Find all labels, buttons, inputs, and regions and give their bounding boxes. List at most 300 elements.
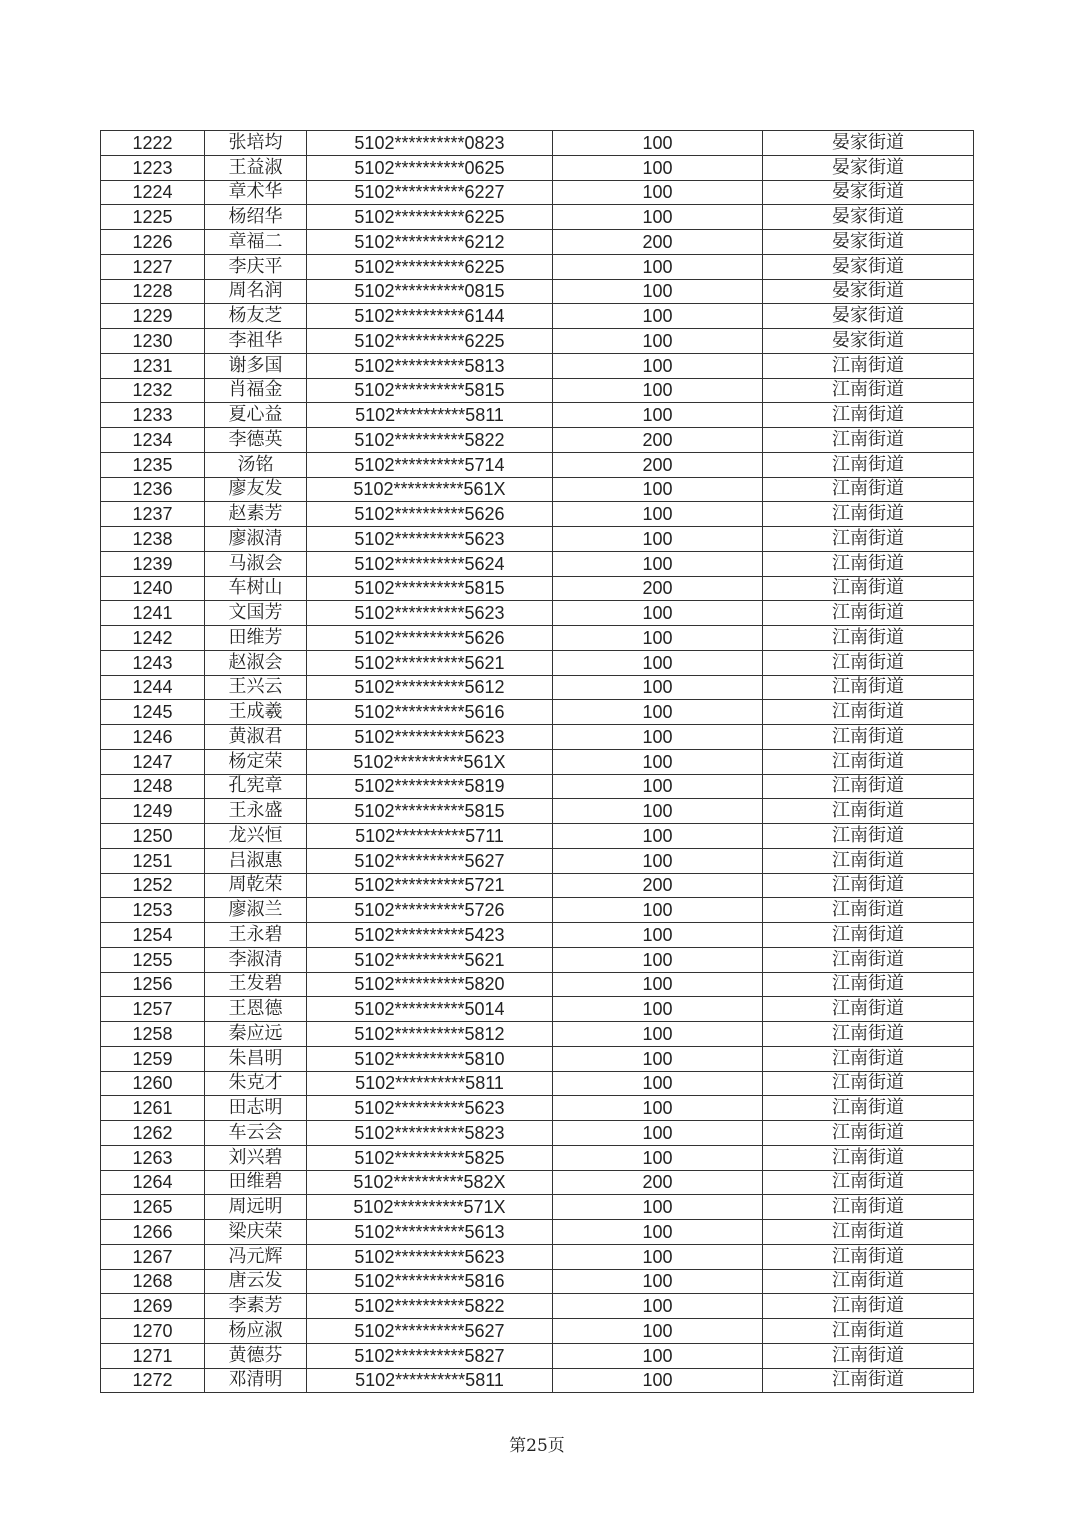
table-row xyxy=(101,527,974,552)
id-number-cell: 5102**********5613 xyxy=(307,1220,553,1245)
seq-cell: 1263 xyxy=(101,1145,205,1170)
amount-cell: 100 xyxy=(553,378,763,403)
street-cell: 江南街道 xyxy=(763,626,974,651)
street-cell: 晏家街道 xyxy=(763,205,974,230)
id-number-cell: 5102**********5621 xyxy=(307,947,553,972)
table-row xyxy=(101,873,974,898)
seq-cell: 1247 xyxy=(101,749,205,774)
amount-cell: 100 xyxy=(553,527,763,552)
name-cell: 邓清明 xyxy=(205,1368,307,1393)
id-number-cell: 5102**********5623 xyxy=(307,601,553,626)
table-row xyxy=(101,1195,974,1220)
id-number-cell: 5102**********5823 xyxy=(307,1121,553,1146)
amount-cell: 100 xyxy=(553,650,763,675)
street-cell: 江南街道 xyxy=(763,1096,974,1121)
name-cell: 章福二 xyxy=(205,230,307,255)
table-row xyxy=(101,403,974,428)
amount-cell: 100 xyxy=(553,551,763,576)
table-row xyxy=(101,848,974,873)
name-cell: 李祖华 xyxy=(205,329,307,354)
id-number-cell: 5102**********6144 xyxy=(307,304,553,329)
seq-cell: 1240 xyxy=(101,576,205,601)
name-cell: 廖淑清 xyxy=(205,527,307,552)
id-number-cell: 5102**********5014 xyxy=(307,997,553,1022)
table-row xyxy=(101,1071,974,1096)
id-number-cell: 5102**********5811 xyxy=(307,1368,553,1393)
street-cell: 江南街道 xyxy=(763,1046,974,1071)
id-number-cell: 5102**********5810 xyxy=(307,1046,553,1071)
id-number-cell: 5102**********0823 xyxy=(307,131,553,156)
id-number-cell: 5102**********571X xyxy=(307,1195,553,1220)
seq-cell: 1224 xyxy=(101,180,205,205)
amount-cell: 200 xyxy=(553,1170,763,1195)
table-row xyxy=(101,1269,974,1294)
name-cell: 周乾荣 xyxy=(205,873,307,898)
name-cell: 廖友发 xyxy=(205,477,307,502)
table-row xyxy=(101,947,974,972)
amount-cell: 100 xyxy=(553,1294,763,1319)
name-cell: 王益淑 xyxy=(205,155,307,180)
amount-cell: 100 xyxy=(553,477,763,502)
name-cell: 汤铭 xyxy=(205,452,307,477)
seq-cell: 1267 xyxy=(101,1244,205,1269)
table-row xyxy=(101,700,974,725)
street-cell: 江南街道 xyxy=(763,452,974,477)
street-cell: 晏家街道 xyxy=(763,230,974,255)
seq-cell: 1229 xyxy=(101,304,205,329)
table-row xyxy=(101,551,974,576)
name-cell: 周名润 xyxy=(205,279,307,304)
seq-cell: 1265 xyxy=(101,1195,205,1220)
street-cell: 江南街道 xyxy=(763,947,974,972)
table-row xyxy=(101,774,974,799)
name-cell: 马淑会 xyxy=(205,551,307,576)
street-cell: 江南街道 xyxy=(763,675,974,700)
street-cell: 晏家街道 xyxy=(763,329,974,354)
street-cell: 晏家街道 xyxy=(763,254,974,279)
table-row xyxy=(101,1170,974,1195)
name-cell: 李淑清 xyxy=(205,947,307,972)
table-row xyxy=(101,477,974,502)
id-number-cell: 5102**********5626 xyxy=(307,502,553,527)
table-row xyxy=(101,898,974,923)
seq-cell: 1270 xyxy=(101,1319,205,1344)
name-cell: 王永碧 xyxy=(205,923,307,948)
street-cell: 江南街道 xyxy=(763,1220,974,1245)
id-number-cell: 5102**********5812 xyxy=(307,1022,553,1047)
seq-cell: 1243 xyxy=(101,650,205,675)
name-cell: 车树山 xyxy=(205,576,307,601)
street-cell: 江南街道 xyxy=(763,1121,974,1146)
id-number-cell: 5102**********5626 xyxy=(307,626,553,651)
street-cell: 江南街道 xyxy=(763,972,974,997)
name-cell: 黄德芬 xyxy=(205,1343,307,1368)
seq-cell: 1258 xyxy=(101,1022,205,1047)
street-cell: 晏家街道 xyxy=(763,180,974,205)
table-row xyxy=(101,1046,974,1071)
table-row xyxy=(101,1368,974,1393)
name-cell: 田维芳 xyxy=(205,626,307,651)
table-row xyxy=(101,972,974,997)
table-row xyxy=(101,131,974,156)
street-cell: 江南街道 xyxy=(763,1071,974,1096)
id-number-cell: 5102**********5623 xyxy=(307,1096,553,1121)
amount-cell: 200 xyxy=(553,576,763,601)
id-number-cell: 5102**********5820 xyxy=(307,972,553,997)
id-number-cell: 5102**********5627 xyxy=(307,1319,553,1344)
street-cell: 江南街道 xyxy=(763,873,974,898)
amount-cell: 100 xyxy=(553,824,763,849)
name-cell: 刘兴碧 xyxy=(205,1145,307,1170)
name-cell: 田维碧 xyxy=(205,1170,307,1195)
id-number-cell: 5102**********0625 xyxy=(307,155,553,180)
amount-cell: 100 xyxy=(553,1195,763,1220)
table-row xyxy=(101,1220,974,1245)
street-cell: 江南街道 xyxy=(763,1022,974,1047)
street-cell: 江南街道 xyxy=(763,898,974,923)
name-cell: 赵素芳 xyxy=(205,502,307,527)
seq-cell: 1245 xyxy=(101,700,205,725)
id-number-cell: 5102**********0815 xyxy=(307,279,553,304)
seq-cell: 1230 xyxy=(101,329,205,354)
name-cell: 李德英 xyxy=(205,428,307,453)
street-cell: 晏家街道 xyxy=(763,304,974,329)
street-cell: 江南街道 xyxy=(763,799,974,824)
amount-cell: 100 xyxy=(553,205,763,230)
street-cell: 江南街道 xyxy=(763,1145,974,1170)
table-row xyxy=(101,205,974,230)
page-number: 第25页 xyxy=(509,1436,565,1456)
id-number-cell: 5102**********5616 xyxy=(307,700,553,725)
table-row xyxy=(101,353,974,378)
id-number-cell: 5102**********6225 xyxy=(307,329,553,354)
seq-cell: 1261 xyxy=(101,1096,205,1121)
street-cell: 江南街道 xyxy=(763,502,974,527)
id-number-cell: 5102**********5822 xyxy=(307,428,553,453)
street-cell: 江南街道 xyxy=(763,824,974,849)
id-number-cell: 5102**********5813 xyxy=(307,353,553,378)
table-row xyxy=(101,799,974,824)
amount-cell: 100 xyxy=(553,1096,763,1121)
table-row xyxy=(101,452,974,477)
seq-cell: 1234 xyxy=(101,428,205,453)
street-cell: 江南街道 xyxy=(763,774,974,799)
table-row xyxy=(101,502,974,527)
street-cell: 江南街道 xyxy=(763,997,974,1022)
name-cell: 杨定荣 xyxy=(205,749,307,774)
seq-cell: 1236 xyxy=(101,477,205,502)
seq-cell: 1249 xyxy=(101,799,205,824)
name-cell: 王永盛 xyxy=(205,799,307,824)
seq-cell: 1227 xyxy=(101,254,205,279)
seq-cell: 1248 xyxy=(101,774,205,799)
table-row xyxy=(101,1096,974,1121)
street-cell: 江南街道 xyxy=(763,378,974,403)
name-cell: 谢多国 xyxy=(205,353,307,378)
table-row xyxy=(101,329,974,354)
name-cell: 秦应远 xyxy=(205,1022,307,1047)
amount-cell: 100 xyxy=(553,700,763,725)
amount-cell: 100 xyxy=(553,749,763,774)
name-cell: 梁庆荣 xyxy=(205,1220,307,1245)
amount-cell: 100 xyxy=(553,675,763,700)
table-row xyxy=(101,1244,974,1269)
street-cell: 晏家街道 xyxy=(763,279,974,304)
id-number-cell: 5102**********5825 xyxy=(307,1145,553,1170)
amount-cell: 100 xyxy=(553,403,763,428)
amount-cell: 100 xyxy=(553,304,763,329)
seq-cell: 1222 xyxy=(101,131,205,156)
street-cell: 江南街道 xyxy=(763,1170,974,1195)
seq-cell: 1225 xyxy=(101,205,205,230)
street-cell: 江南街道 xyxy=(763,923,974,948)
amount-cell: 200 xyxy=(553,230,763,255)
id-number-cell: 5102**********5815 xyxy=(307,799,553,824)
amount-cell: 100 xyxy=(553,1046,763,1071)
amount-cell: 100 xyxy=(553,180,763,205)
seq-cell: 1271 xyxy=(101,1343,205,1368)
amount-cell: 100 xyxy=(553,1145,763,1170)
seq-cell: 1250 xyxy=(101,824,205,849)
name-cell: 杨友芝 xyxy=(205,304,307,329)
name-cell: 文国芳 xyxy=(205,601,307,626)
seq-cell: 1239 xyxy=(101,551,205,576)
amount-cell: 100 xyxy=(553,353,763,378)
amount-cell: 100 xyxy=(553,923,763,948)
table-row xyxy=(101,1145,974,1170)
name-cell: 杨应淑 xyxy=(205,1319,307,1344)
seq-cell: 1233 xyxy=(101,403,205,428)
name-cell: 章术华 xyxy=(205,180,307,205)
amount-cell: 100 xyxy=(553,1343,763,1368)
name-cell: 王兴云 xyxy=(205,675,307,700)
amount-cell: 100 xyxy=(553,1244,763,1269)
street-cell: 江南街道 xyxy=(763,725,974,750)
amount-cell: 100 xyxy=(553,626,763,651)
id-number-cell: 5102**********5627 xyxy=(307,848,553,873)
name-cell: 车云会 xyxy=(205,1121,307,1146)
table-row xyxy=(101,725,974,750)
street-cell: 江南街道 xyxy=(763,1195,974,1220)
amount-cell: 100 xyxy=(553,1121,763,1146)
seq-cell: 1272 xyxy=(101,1368,205,1393)
seq-cell: 1264 xyxy=(101,1170,205,1195)
id-number-cell: 5102**********5811 xyxy=(307,403,553,428)
seq-cell: 1253 xyxy=(101,898,205,923)
name-cell: 张培均 xyxy=(205,131,307,156)
street-cell: 江南街道 xyxy=(763,1343,974,1368)
amount-cell: 100 xyxy=(553,947,763,972)
seq-cell: 1259 xyxy=(101,1046,205,1071)
id-number-cell: 5102**********5811 xyxy=(307,1071,553,1096)
table-row xyxy=(101,675,974,700)
street-cell: 江南街道 xyxy=(763,848,974,873)
table-row xyxy=(101,279,974,304)
street-cell: 江南街道 xyxy=(763,1244,974,1269)
id-number-cell: 5102**********5721 xyxy=(307,873,553,898)
seq-cell: 1226 xyxy=(101,230,205,255)
amount-cell: 100 xyxy=(553,1269,763,1294)
street-cell: 江南街道 xyxy=(763,428,974,453)
seq-cell: 1235 xyxy=(101,452,205,477)
table-row xyxy=(101,1319,974,1344)
street-cell: 江南街道 xyxy=(763,1319,974,1344)
name-cell: 王发碧 xyxy=(205,972,307,997)
name-cell: 田志明 xyxy=(205,1096,307,1121)
table-row xyxy=(101,576,974,601)
amount-cell: 100 xyxy=(553,1220,763,1245)
name-cell: 廖淑兰 xyxy=(205,898,307,923)
amount-cell: 100 xyxy=(553,972,763,997)
street-cell: 江南街道 xyxy=(763,576,974,601)
id-number-cell: 5102**********5714 xyxy=(307,452,553,477)
id-number-cell: 5102**********5815 xyxy=(307,576,553,601)
name-cell: 李素芳 xyxy=(205,1294,307,1319)
seq-cell: 1257 xyxy=(101,997,205,1022)
id-number-cell: 5102**********5819 xyxy=(307,774,553,799)
seq-cell: 1246 xyxy=(101,725,205,750)
id-number-cell: 5102**********561X xyxy=(307,477,553,502)
name-cell: 朱昌明 xyxy=(205,1046,307,1071)
street-cell: 江南街道 xyxy=(763,353,974,378)
street-cell: 江南街道 xyxy=(763,700,974,725)
id-number-cell: 5102**********5423 xyxy=(307,923,553,948)
street-cell: 江南街道 xyxy=(763,1368,974,1393)
name-cell: 龙兴恒 xyxy=(205,824,307,849)
table-row xyxy=(101,997,974,1022)
id-number-cell: 5102**********5815 xyxy=(307,378,553,403)
table-row xyxy=(101,650,974,675)
table-row xyxy=(101,180,974,205)
table-row xyxy=(101,749,974,774)
amount-cell: 100 xyxy=(553,725,763,750)
amount-cell: 100 xyxy=(553,1368,763,1393)
street-cell: 晏家街道 xyxy=(763,131,974,156)
seq-cell: 1254 xyxy=(101,923,205,948)
name-cell: 夏心益 xyxy=(205,403,307,428)
street-cell: 江南街道 xyxy=(763,1294,974,1319)
table-row xyxy=(101,626,974,651)
amount-cell: 100 xyxy=(553,254,763,279)
table-row xyxy=(101,428,974,453)
name-cell: 周远明 xyxy=(205,1195,307,1220)
street-cell: 江南街道 xyxy=(763,403,974,428)
street-cell: 江南街道 xyxy=(763,650,974,675)
amount-cell: 100 xyxy=(553,502,763,527)
seq-cell: 1232 xyxy=(101,378,205,403)
amount-cell: 100 xyxy=(553,997,763,1022)
amount-cell: 200 xyxy=(553,873,763,898)
seq-cell: 1241 xyxy=(101,601,205,626)
id-number-cell: 5102**********5822 xyxy=(307,1294,553,1319)
seq-cell: 1255 xyxy=(101,947,205,972)
name-cell: 唐云发 xyxy=(205,1269,307,1294)
amount-cell: 200 xyxy=(553,428,763,453)
street-cell: 江南街道 xyxy=(763,749,974,774)
seq-cell: 1269 xyxy=(101,1294,205,1319)
roster-table xyxy=(100,130,974,1393)
street-cell: 江南街道 xyxy=(763,527,974,552)
id-number-cell: 5102**********5816 xyxy=(307,1269,553,1294)
table-row xyxy=(101,254,974,279)
name-cell: 李庆平 xyxy=(205,254,307,279)
id-number-cell: 5102**********6225 xyxy=(307,254,553,279)
amount-cell: 100 xyxy=(553,848,763,873)
id-number-cell: 5102**********5621 xyxy=(307,650,553,675)
amount-cell: 200 xyxy=(553,452,763,477)
seq-cell: 1268 xyxy=(101,1269,205,1294)
id-number-cell: 5102**********6227 xyxy=(307,180,553,205)
roster-table-body xyxy=(101,131,974,1393)
id-number-cell: 5102**********5624 xyxy=(307,551,553,576)
id-number-cell: 5102**********5827 xyxy=(307,1343,553,1368)
table-row xyxy=(101,923,974,948)
name-cell: 王恩德 xyxy=(205,997,307,1022)
amount-cell: 100 xyxy=(553,1022,763,1047)
seq-cell: 1251 xyxy=(101,848,205,873)
name-cell: 黄淑君 xyxy=(205,725,307,750)
seq-cell: 1237 xyxy=(101,502,205,527)
id-number-cell: 5102**********5623 xyxy=(307,527,553,552)
name-cell: 肖福金 xyxy=(205,378,307,403)
seq-cell: 1238 xyxy=(101,527,205,552)
name-cell: 吕淑惠 xyxy=(205,848,307,873)
street-cell: 江南街道 xyxy=(763,477,974,502)
id-number-cell: 5102**********5711 xyxy=(307,824,553,849)
amount-cell: 100 xyxy=(553,279,763,304)
name-cell: 赵淑会 xyxy=(205,650,307,675)
id-number-cell: 5102**********5623 xyxy=(307,725,553,750)
street-cell: 江南街道 xyxy=(763,601,974,626)
seq-cell: 1256 xyxy=(101,972,205,997)
table-row xyxy=(101,1022,974,1047)
name-cell: 王成羲 xyxy=(205,700,307,725)
table-row xyxy=(101,1294,974,1319)
seq-cell: 1223 xyxy=(101,155,205,180)
name-cell: 杨绍华 xyxy=(205,205,307,230)
seq-cell: 1262 xyxy=(101,1121,205,1146)
street-cell: 江南街道 xyxy=(763,1269,974,1294)
seq-cell: 1244 xyxy=(101,675,205,700)
amount-cell: 100 xyxy=(553,799,763,824)
seq-cell: 1266 xyxy=(101,1220,205,1245)
name-cell: 朱克才 xyxy=(205,1071,307,1096)
table-row xyxy=(101,378,974,403)
amount-cell: 100 xyxy=(553,1071,763,1096)
id-number-cell: 5102**********5623 xyxy=(307,1244,553,1269)
seq-cell: 1231 xyxy=(101,353,205,378)
id-number-cell: 5102**********582X xyxy=(307,1170,553,1195)
table-row xyxy=(101,601,974,626)
amount-cell: 100 xyxy=(553,774,763,799)
table-row xyxy=(101,1343,974,1368)
seq-cell: 1252 xyxy=(101,873,205,898)
name-cell: 孔宪章 xyxy=(205,774,307,799)
street-cell: 江南街道 xyxy=(763,551,974,576)
table-row xyxy=(101,155,974,180)
amount-cell: 100 xyxy=(553,601,763,626)
name-cell: 冯元辉 xyxy=(205,1244,307,1269)
table-row xyxy=(101,304,974,329)
seq-cell: 1260 xyxy=(101,1071,205,1096)
seq-cell: 1242 xyxy=(101,626,205,651)
amount-cell: 100 xyxy=(553,898,763,923)
amount-cell: 100 xyxy=(553,155,763,180)
amount-cell: 100 xyxy=(553,329,763,354)
seq-cell: 1228 xyxy=(101,279,205,304)
id-number-cell: 5102**********561X xyxy=(307,749,553,774)
id-number-cell: 5102**********6212 xyxy=(307,230,553,255)
